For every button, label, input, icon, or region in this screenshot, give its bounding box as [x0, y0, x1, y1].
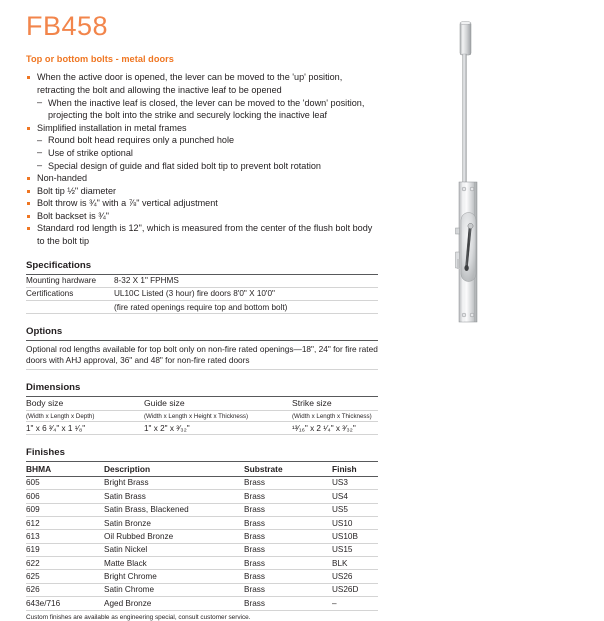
dash-icon: –	[37, 147, 43, 158]
bolt-rod	[463, 54, 467, 186]
finish-substrate: Brass	[244, 490, 332, 503]
dimensions-heading: Dimensions	[26, 381, 81, 393]
table-row	[26, 583, 378, 596]
finish-substrate: Brass	[244, 557, 332, 570]
table-row	[26, 503, 378, 516]
finish-substrate: Brass	[244, 530, 332, 543]
finish-code: US26D	[332, 583, 378, 596]
feature-text: Bolt tip ½" diameter	[37, 185, 117, 196]
sub-feature-text: Use of strike optional	[48, 147, 133, 158]
bullet-square-icon	[27, 127, 30, 130]
table-row	[26, 557, 378, 570]
sub-feature-text: Round bolt head requires only a punched hole	[48, 135, 235, 146]
feature-text: Bolt backset is ¾"	[37, 210, 109, 221]
specifications-table	[26, 274, 378, 315]
finish-description: Satin Brass, Blackened	[104, 503, 244, 516]
bullet-square-icon	[27, 227, 30, 230]
specifications-heading: Specifications	[26, 259, 92, 271]
options-section	[26, 326, 378, 370]
guide-bracket-inner	[457, 259, 460, 269]
screw-icon	[470, 313, 474, 317]
finish-description: Oil Rubbed Bronze	[104, 530, 244, 543]
finish-description: Bright Chrome	[104, 570, 244, 583]
sub-feature-item	[37, 147, 378, 160]
finish-code: US5	[332, 503, 378, 516]
dimensions-section	[26, 382, 378, 436]
finishes-table	[26, 461, 378, 610]
column-header-substrate: Substrate	[244, 462, 332, 477]
table-row	[26, 410, 378, 421]
table-row	[26, 274, 378, 287]
bullet-square-icon	[27, 76, 30, 79]
dimension-value: 1" x 2" x ³⁄₃₂"	[144, 422, 292, 435]
table-row	[26, 490, 378, 503]
sub-feature-text: Special design of guide and flat sided bolt tip to prevent bolt rotation	[48, 160, 321, 171]
guide-tab	[456, 228, 460, 234]
feature-text: When the active door is opened, the lever can be moved to the 'up' position, retracting the bolt and allowing the inactive leaf to be opened	[37, 72, 343, 95]
finish-description: Aged Bronze	[104, 597, 244, 610]
table-row	[26, 287, 378, 300]
dimension-value: ¹³⁄₁₆" x 2 ¹⁄₄" x ³⁄₃₂"	[292, 422, 378, 435]
finish-substrate: Brass	[244, 543, 332, 556]
finish-code: US26	[332, 570, 378, 583]
feature-text: Simplified installation in metal frames	[37, 122, 187, 133]
lever-pivot	[468, 223, 473, 228]
product-subtitle: Top or bottom bolts - metal doors	[26, 54, 174, 65]
dash-icon: –	[37, 160, 43, 170]
dimension-title: Guide size	[144, 396, 292, 410]
sub-feature-list	[37, 134, 378, 172]
finish-bhma: 626	[26, 583, 104, 596]
finish-bhma: 613	[26, 530, 104, 543]
table-row	[26, 543, 378, 556]
feature-item	[26, 185, 378, 198]
bullet-square-icon	[27, 190, 30, 193]
table-row	[26, 301, 378, 314]
table-row	[26, 597, 378, 610]
finish-bhma: 605	[26, 476, 104, 489]
table-row	[26, 570, 378, 583]
dimensions-table	[26, 396, 378, 436]
screw-icon	[462, 313, 466, 317]
finish-bhma: 606	[26, 490, 104, 503]
feature-item	[26, 197, 378, 210]
spec-label: Mounting hardware	[26, 274, 114, 287]
finish-description: Bright Brass	[104, 476, 244, 489]
finish-substrate: Brass	[244, 583, 332, 596]
finish-description: Satin Bronze	[104, 516, 244, 529]
finish-code: US10	[332, 516, 378, 529]
finish-description: Satin Brass	[104, 490, 244, 503]
table-row	[26, 476, 378, 489]
dimension-subtitle: (Width x Length x Depth)	[26, 410, 144, 421]
finish-bhma: 619	[26, 543, 104, 556]
finishes-section	[26, 447, 378, 620]
feature-item	[26, 222, 378, 247]
finish-code: US3	[332, 476, 378, 489]
bullet-square-icon	[27, 215, 30, 218]
sub-feature-item	[37, 97, 378, 122]
column-header-description: Description	[104, 462, 244, 477]
lever-knob	[464, 265, 468, 271]
feature-item	[26, 122, 378, 172]
dimension-subtitle: (Width x Length x Height x Thickness)	[144, 410, 292, 421]
dimension-value: 1" x 6 ³⁄₄" x 1 ¹⁄₈"	[26, 422, 144, 435]
options-heading: Options	[26, 326, 63, 338]
finish-description: Matte Black	[104, 557, 244, 570]
sub-feature-item	[37, 160, 378, 173]
finish-bhma: 612	[26, 516, 104, 529]
finish-bhma: 643e/716	[26, 597, 104, 610]
options-text: Optional rod lengths available for top bolt only on non-fire rated openings—18", 24" for fire rated doors with AHJ approval, 36" and 48" for non-fire rated doors	[26, 340, 378, 370]
column-header-finish: Finish	[332, 462, 378, 477]
finish-code: US10B	[332, 530, 378, 543]
finish-substrate: Brass	[244, 476, 332, 489]
finish-bhma: 609	[26, 503, 104, 516]
sub-feature-item	[37, 134, 378, 147]
finish-substrate: Brass	[244, 597, 332, 610]
finish-description: Satin Chrome	[104, 583, 244, 596]
table-row	[26, 422, 378, 435]
finish-substrate: Brass	[244, 516, 332, 529]
spec-label-empty	[26, 301, 114, 314]
dash-icon: –	[37, 97, 43, 108]
page-title: FB458	[26, 11, 109, 41]
content-column	[26, 12, 378, 621]
finishes-heading: Finishes	[26, 447, 65, 459]
finish-code: –	[332, 597, 378, 610]
finish-description: Satin Nickel	[104, 543, 244, 556]
bolt-tip-top	[460, 21, 471, 24]
feature-item	[26, 71, 378, 121]
finish-bhma: 625	[26, 570, 104, 583]
spec-value-secondary: (fire rated openings require top and bottom bolt)	[114, 301, 378, 314]
specifications-section	[26, 260, 378, 315]
screw-icon	[470, 187, 474, 191]
sub-feature-text: When the inactive leaf is closed, the lever can be moved to the 'down' position, projecting the bolt into the strike and securely locking the inactive leaf	[48, 97, 365, 121]
feature-text: Bolt throw is ¾" with a ⅞" vertical adjustment	[37, 198, 218, 209]
dash-icon: –	[37, 134, 43, 145]
spec-value: 8-32 X 1" FPHMS	[114, 274, 378, 287]
table-row	[26, 516, 378, 529]
feature-text: Non-handed	[37, 173, 88, 184]
finish-code: US15	[332, 543, 378, 556]
flush-bolt-illustration	[430, 14, 520, 326]
feature-list	[26, 71, 378, 247]
table-row	[26, 530, 378, 543]
finish-code: US4	[332, 490, 378, 503]
dimension-title: Strike size	[292, 396, 378, 410]
spec-value: UL10C Listed (3 hour) fire doors 8'0" X 10'0"	[114, 287, 378, 300]
finish-bhma: 622	[26, 557, 104, 570]
bullet-square-icon	[27, 202, 30, 205]
product-image	[430, 14, 520, 326]
dimension-subtitle: (Width x Length x Thickness)	[292, 410, 378, 421]
spec-label: Certifications	[26, 287, 114, 300]
dimension-title: Body size	[26, 396, 144, 410]
table-row	[26, 396, 378, 410]
table-header-row	[26, 462, 378, 477]
feature-item	[26, 172, 378, 185]
bolt-tip	[460, 22, 471, 55]
finish-substrate: Brass	[244, 503, 332, 516]
sub-feature-list	[37, 97, 378, 122]
feature-text: Standard rod length is 12", which is measured from the center of the flush bolt body to the bolt tip	[37, 223, 373, 247]
column-header-bhma: BHMA	[26, 462, 104, 477]
screw-icon	[462, 187, 466, 191]
finish-code: BLK	[332, 557, 378, 570]
feature-item	[26, 210, 378, 223]
finish-substrate: Brass	[244, 570, 332, 583]
bullet-square-icon	[27, 177, 30, 180]
finishes-footnote: Custom finishes are available as engineering special, consult customer service.	[26, 613, 251, 621]
